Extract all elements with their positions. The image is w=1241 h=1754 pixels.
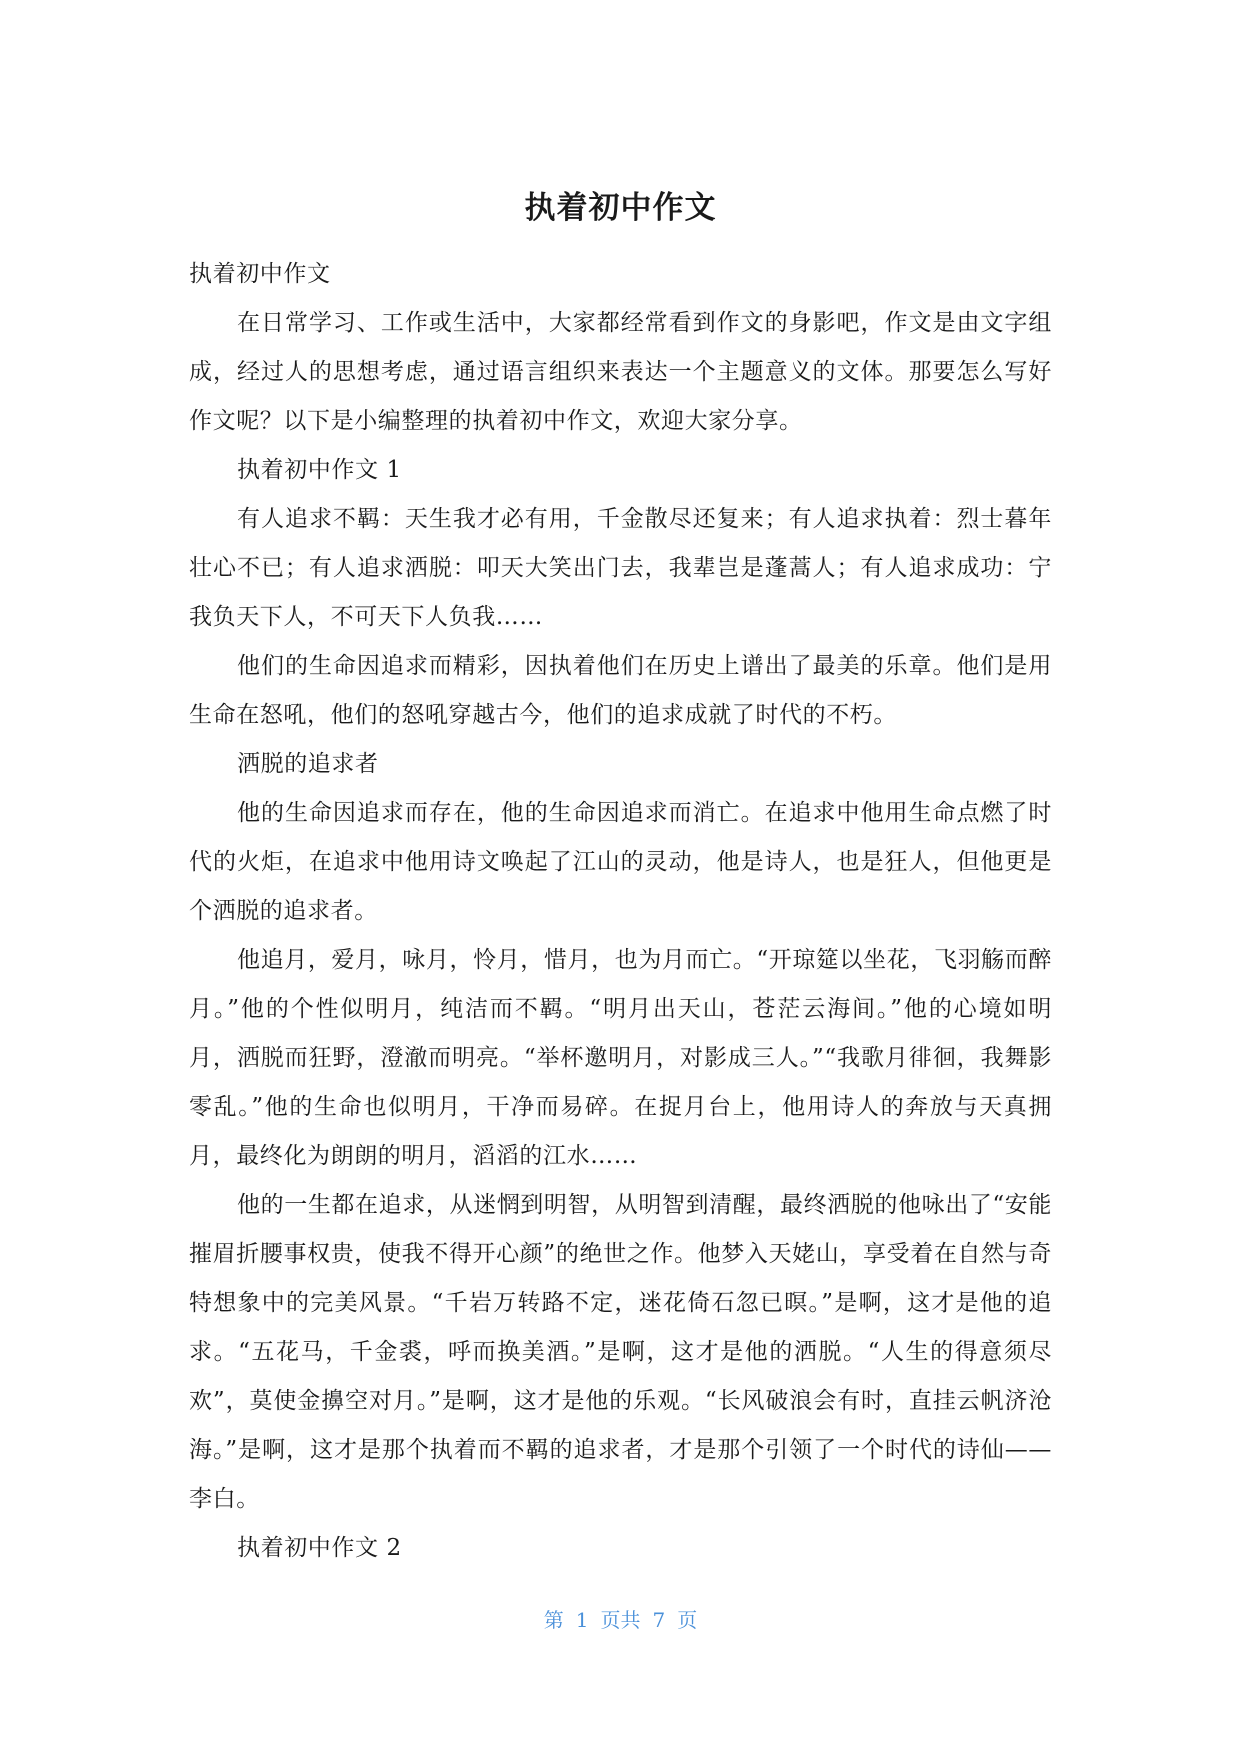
paragraph: 他们的生命因追求而精彩，因执着他们在历史上谱出了最美的乐章。他们是用生命在怒吼，他们的怒吼穿越古今，他们的追求成就了时代的不朽。 [189, 653, 1052, 728]
section-heading-essay-2: 执着初中作文 2 [237, 1535, 402, 1561]
document-title: 执着初中作文 [524, 190, 717, 226]
paragraph: 他的生命因追求而存在，他的生命因追求而消亡。在追求中他用生命点燃了时代的火炬，在追求中他用诗文唤起了江山的灵动，他是诗人，也是狂人，但他更是个洒脱的追求者。 [189, 800, 1052, 924]
footer-page-number: 1 [575, 1608, 589, 1632]
footer-suffix: 页 [677, 1608, 698, 1632]
footer-prefix: 第 [543, 1608, 564, 1632]
paragraph-subtitle: 执着初中作文 [189, 261, 331, 287]
paragraph: 有人追求不羁：天生我才必有用，千金散尽还复来；有人追求执着：烈士暮年壮心不已；有人追求洒脱：叩天大笑出门去，我辈岂是蓬蒿人；有人追求成功：宁我负天下人，不可天下人负我…… [189, 506, 1052, 630]
paragraph: 他的一生都在追求，从迷惘到明智，从明智到清醒，最终洒脱的他咏出了“安能摧眉折腰事权贵，使我不得开心颜”的绝世之作。他梦入天姥山，享受着在自然与奇特想象中的完美风景。“千岩万转路不定，迷花倚石忽已暝。”是啊，这才是他的追求。“五花马，千金裘，呼而换美酒。”是啊，这才是他的洒脱。“人生的得意须尽欢”，莫使金擤空对月。”是啊，这才是他的乐观。“长风破浪会有时，直挂云帆济沧海。”是啊，这才是那个执着而不羁的追求者，才是那个引领了一个时代的诗仙——李白。 [189, 1192, 1052, 1512]
footer-total-pages: 7 [652, 1608, 666, 1632]
section-heading-free-spirited-seeker: 洒脱的追求者 [237, 751, 379, 777]
page-footer [0, 1606, 1241, 1634]
section-heading-essay-1: 执着初中作文 1 [237, 457, 402, 483]
paragraph-intro: 在日常学习、工作或生活中，大家都经常看到作文的身影吧，作文是由文字组成，经过人的思想考虑，通过语言组织来表达一个主题意义的文体。那要怎么写好作文呢？以下是小编整理的执着初中作文，欢迎大家分享。 [189, 310, 1052, 434]
document-body [189, 250, 1052, 1573]
footer-middle: 页共 [600, 1608, 641, 1632]
paragraph: 他追月，爱月，咏月，怜月，惜月，也为月而亡。“开琼筵以坐花，飞羽觞而醉月。”他的个性似明月，纯洁而不羁。“明月出天山，苍茫云海间。”他的心境如明月，洒脱而狂野，澄澈而明亮。“举杯邀明月，对影成三人。”“我歌月徘徊，我舞影零乱。”他的生命也似明月，干净而易碎。在捉月台上，他用诗人的奔放与天真拥月，最终化为朗朗的明月，滔滔的江水…… [189, 947, 1052, 1169]
